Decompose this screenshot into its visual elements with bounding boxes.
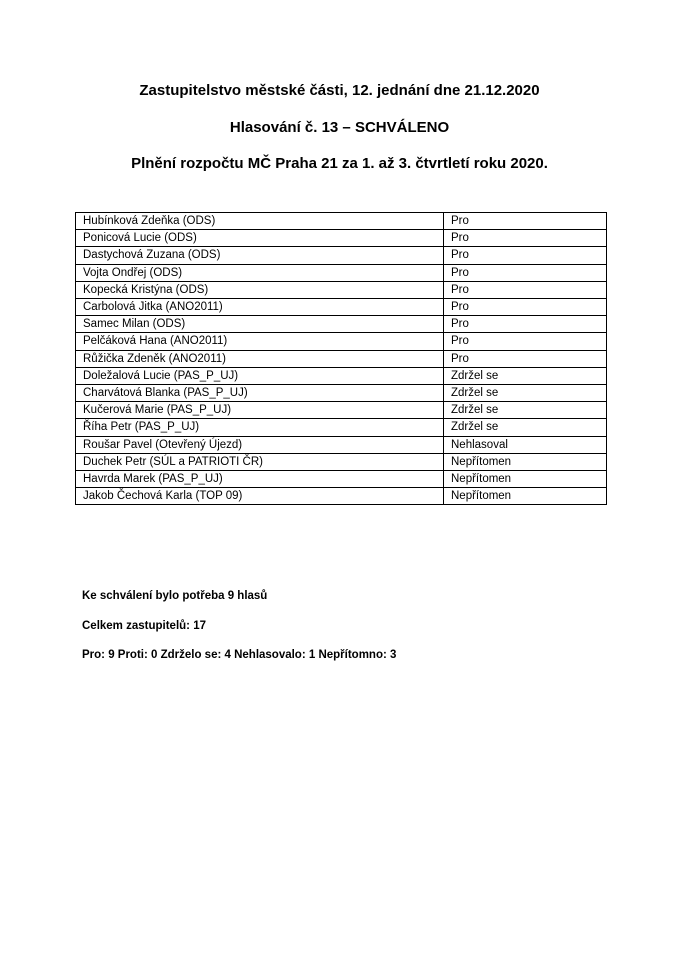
vote-result-title: Hlasování č. 13 – SCHVÁLENO: [229, 119, 450, 136]
vote-value-cell: Nepřítomen: [444, 453, 607, 470]
table-row: [76, 367, 607, 384]
result-tally-text: Pro: 9 Proti: 0 Zdrželo se: 4 Nehlasovalo: 1 Nepřítomno: 3: [82, 649, 397, 661]
vote-value-cell: Pro: [444, 281, 607, 298]
table-row: [76, 436, 607, 453]
vote-value-cell: Nepřítomen: [444, 488, 607, 505]
table-row: [76, 453, 607, 470]
member-name-cell: Dastychová Zuzana (ODS): [76, 247, 444, 264]
member-name-cell: Vojta Ondřej (ODS): [76, 264, 444, 281]
table-row: [76, 471, 607, 488]
vote-value-cell: Zdržel se: [444, 402, 607, 419]
table-row: [76, 264, 607, 281]
vote-value-cell: Pro: [444, 350, 607, 367]
table-row: [76, 488, 607, 505]
table-row: [76, 213, 607, 230]
member-name-cell: Růžička Zdeněk (ANO2011): [76, 350, 444, 367]
member-name-cell: Samec Milan (ODS): [76, 316, 444, 333]
member-name-cell: Duchek Petr (SÚL a PATRIOTI ČR): [76, 453, 444, 470]
vote-value-cell: Pro: [444, 316, 607, 333]
vote-value-cell: Pro: [444, 333, 607, 350]
required-votes-text: Ke schválení bylo potřeba 9 hlasů: [82, 590, 268, 602]
vote-value-cell: Pro: [444, 213, 607, 230]
agenda-subject-title: Plnění rozpočtu MČ Praha 21 za 1. až 3. čtvrtletí roku 2020.: [131, 155, 548, 172]
meeting-title: Zastupitelstvo městské části, 12. jednání dne 21.12.2020: [139, 82, 540, 99]
table-row: [76, 385, 607, 402]
table-row: [76, 316, 607, 333]
vote-value-cell: Nepřítomen: [444, 471, 607, 488]
member-name-cell: Ponicová Lucie (ODS): [76, 230, 444, 247]
table-row: [76, 333, 607, 350]
member-name-cell: Kopecká Kristýna (ODS): [76, 281, 444, 298]
vote-table: [75, 212, 607, 505]
vote-value-cell: Zdržel se: [444, 385, 607, 402]
member-name-cell: Jakob Čechová Karla (TOP 09): [76, 488, 444, 505]
member-name-cell: Doležalová Lucie (PAS_P_UJ): [76, 367, 444, 384]
table-row: [76, 350, 607, 367]
member-name-cell: Charvátová Blanka (PAS_P_UJ): [76, 385, 444, 402]
vote-value-cell: Pro: [444, 247, 607, 264]
member-name-cell: Havrda Marek (PAS_P_UJ): [76, 471, 444, 488]
table-row: [76, 419, 607, 436]
table-row: [76, 281, 607, 298]
member-name-cell: Roušar Pavel (Otevřený Újezd): [76, 436, 444, 453]
member-name-cell: Hubínková Zdeňka (ODS): [76, 213, 444, 230]
table-row: [76, 247, 607, 264]
vote-value-cell: Pro: [444, 230, 607, 247]
total-members-text: Celkem zastupitelů: 17: [82, 620, 206, 632]
vote-value-cell: Pro: [444, 299, 607, 316]
member-name-cell: Říha Petr (PAS_P_UJ): [76, 419, 444, 436]
vote-value-cell: Nehlasoval: [444, 436, 607, 453]
table-row: [76, 299, 607, 316]
member-name-cell: Pelčáková Hana (ANO2011): [76, 333, 444, 350]
member-name-cell: Carbolová Jitka (ANO2011): [76, 299, 444, 316]
member-name-cell: Kučerová Marie (PAS_P_UJ): [76, 402, 444, 419]
vote-value-cell: Pro: [444, 264, 607, 281]
table-row: [76, 402, 607, 419]
vote-value-cell: Zdržel se: [444, 419, 607, 436]
vote-value-cell: Zdržel se: [444, 367, 607, 384]
vote-table-body: [76, 213, 607, 505]
table-row: [76, 230, 607, 247]
